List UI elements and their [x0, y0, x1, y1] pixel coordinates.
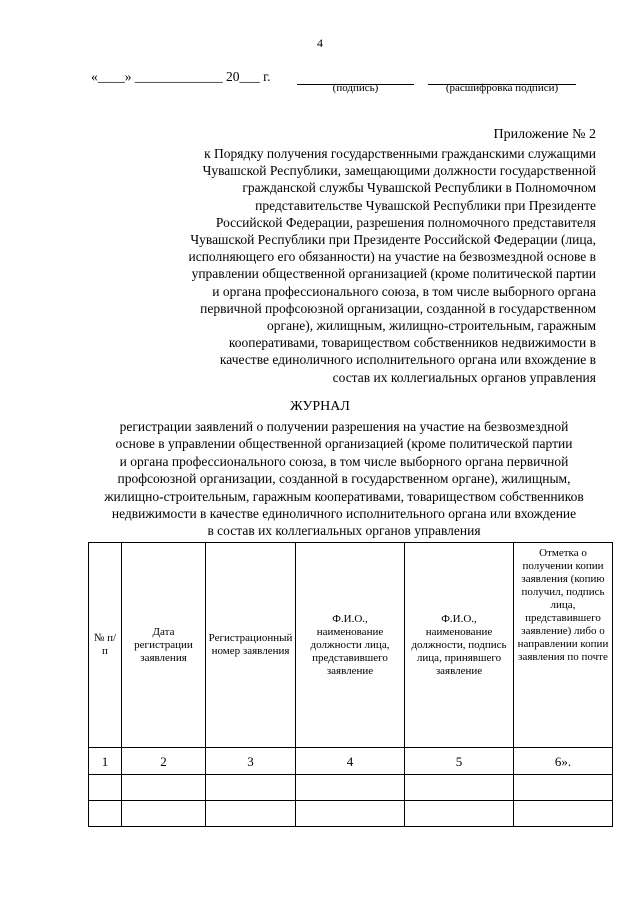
appendix-line: Чувашской Республики при Президенте Российской Федерации (лица,: [190, 232, 596, 248]
page-number: 4: [317, 36, 323, 50]
empty-cell[interactable]: [122, 775, 206, 801]
empty-cell[interactable]: [405, 801, 514, 827]
empty-cell[interactable]: [89, 775, 122, 801]
journal-subtitle-line: профсоюзной организации, созданной в государственном органе), жилищным,: [117, 471, 571, 487]
appendix-line: Российской Федерации, разрешения полномочного представителя: [215, 214, 596, 230]
journal-subtitle: [90, 418, 598, 540]
appendix-line: органе), жилищным, жилищно-строительным, гаражным: [267, 318, 596, 334]
appendix-line: к Порядку получения государственными гражданскими служащими: [204, 146, 596, 161]
empty-cell[interactable]: [89, 801, 122, 827]
header-cell-receiver: Ф.И.О., наименование должности, подпись лица, принявшего заявление: [405, 543, 514, 748]
appendix-title: Приложение № 2: [493, 127, 596, 142]
appendix-line: Чувашской Республики, замещающими должности государственной: [202, 163, 596, 179]
appendix-line: состав их коллегиальных органов управления: [332, 369, 596, 385]
appendix-text: [156, 145, 596, 386]
journal-subtitle-line: основе в управлении общественной организацией (кроме политической партии: [115, 436, 573, 452]
number-cell: 5: [405, 748, 514, 775]
empty-cell[interactable]: [514, 775, 613, 801]
appendix-line: управлении общественной организацией (кроме политической партии: [191, 266, 596, 282]
header-cell-date: Дата регистрации заявления: [122, 543, 206, 748]
journal-subtitle-line: в состав их коллегиальных органов управления: [207, 523, 481, 539]
journal-subtitle-line: недвижимости в качестве единоличного исполнительного органа или вхождение: [111, 506, 577, 522]
appendix-line: и органа профессионального союза, в том числе выборного органа: [212, 283, 596, 299]
appendix-line: качестве единоличного исполнительного органа или вхождение в: [219, 352, 596, 368]
appendix-line: первичной профсоюзной организации, созданной в государственном: [200, 300, 596, 316]
empty-cell[interactable]: [405, 775, 514, 801]
journal-subtitle-line: регистрации заявлений о получении разрешения на участие на безвозмездной: [119, 419, 569, 434]
date-line: «____» _____________ 20___ г.: [91, 69, 271, 84]
appendix-line: кооперативами, товариществом собственников недвижимости в: [228, 335, 596, 351]
number-cell: 2: [122, 748, 206, 775]
table-row: [89, 801, 613, 827]
appendix-line: исполняющего его обязанности) на участие на безвозмездной основе в: [188, 249, 596, 265]
empty-cell[interactable]: [514, 801, 613, 827]
number-cell: 6».: [514, 748, 613, 775]
number-cell: 3: [206, 748, 296, 775]
journal-title: ЖУРНАЛ: [290, 399, 350, 414]
number-cell: 4: [296, 748, 405, 775]
empty-cell[interactable]: [296, 801, 405, 827]
decoding-caption: (расшифровка подписи): [445, 82, 559, 94]
empty-cell[interactable]: [296, 775, 405, 801]
header-cell-number: № п/п: [89, 543, 122, 748]
header-cell-reg-number: Регистрационный номер заявления: [206, 543, 296, 748]
journal-subtitle-line: и органа профессионального союза, в том числе выборного органа первичной: [119, 453, 569, 469]
appendix-line: представительстве Чувашской Республики при Президенте: [255, 197, 596, 213]
appendix-line: гражданской службы Чувашской Республики в Полномочном: [242, 180, 596, 196]
table-row: [89, 775, 613, 801]
number-cell: 1: [89, 748, 122, 775]
table-row: [89, 748, 613, 775]
register-table: [88, 542, 613, 827]
table-header-row: [89, 543, 613, 748]
empty-cell[interactable]: [206, 801, 296, 827]
journal-subtitle-line: жилищно-строительным, гаражным кооперативами, товариществом собственников: [104, 488, 584, 504]
empty-cell[interactable]: [122, 801, 206, 827]
empty-cell[interactable]: [206, 775, 296, 801]
header-cell-applicant: Ф.И.О., наименование должности лица, представившего заявление: [296, 543, 405, 748]
header-cell-copy-mark: Отметка о получении копии заявления (копию получил, подпись лица, представившего заявление) либо о направлении копии заявления по почте: [514, 543, 613, 748]
signature-caption: (подпись): [332, 82, 379, 94]
